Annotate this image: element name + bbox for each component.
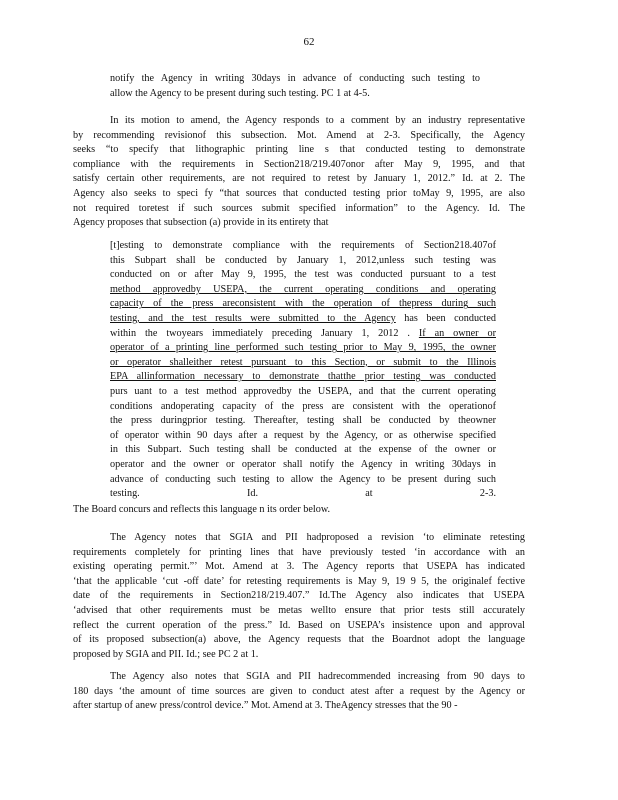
text-line: seeks “to specify that lithographic printing line s that conducted testing to demonstrate: [73, 144, 525, 156]
quote-line: conditions andoperating capacity of the press are consistent with the operationof: [110, 400, 496, 412]
paragraph-continuation: [110, 72, 480, 101]
plain-segment: has been conducted: [395, 312, 496, 324]
text-line: Agency also seeks to speci fy “that sources that conducted testing prior toMay 9, 1995, are also: [73, 187, 525, 199]
quote-line: [t]esting to demonstrate compliance with the requirements of Section218.407of: [110, 240, 496, 251]
text-line: In its motion to amend, the Agency responds to a comment by an industry representative: [110, 115, 525, 126]
text-line: requirements completely for printing lines that have previously tested ‘in accordance with an: [73, 546, 525, 558]
plain-segment: within the twoyears immediately preceding January 1, 2012 .: [110, 327, 419, 339]
paragraph-motion-to-amend: [73, 114, 525, 231]
quote-line: advance of conducting such testing to allow the Agency to be present during such: [110, 473, 496, 485]
underlined-segment: testing, and the test results were submitted to the Agency: [110, 312, 396, 324]
quote-line: conducted on or after May 9, 1995, the test was conducted pursuant to a test: [110, 269, 496, 281]
text-line: reflect the current operation of the press.” Id. Based on USEPA’s insistence upon and approval: [73, 619, 525, 631]
quote-line-underlined: or operator shalleither retest pursuant to this Section, or submit to the Illinois: [110, 356, 496, 368]
text-line: 180 days ‘the amount of time sources are given to conduct atest after a request by the Agency or: [73, 685, 525, 697]
page-number: 62: [303, 36, 315, 48]
quote-line: in this Subpart. Such testing shall be conducted at the expense of the owner or: [110, 444, 496, 456]
quote-line: testing. Id. at 2-3.: [110, 488, 496, 500]
text-line: of its proposed subsection(a) above, the Agency requests that the Boardnot adopt the language: [73, 634, 525, 646]
paragraph-sgia-pii-revision: [73, 531, 525, 662]
paragraph-board-concurs: [73, 503, 525, 518]
text-line: notify the Agency in writing 30days in advance of conducting such testing to: [110, 73, 480, 84]
text-line: The Agency notes that SGIA and PII hadproposed a revision ‘to eliminate retesting: [110, 532, 525, 543]
block-quote: [110, 239, 496, 502]
quote-line: operator and the owner or operator shall notify the Agency in writing 30days in: [110, 458, 496, 470]
text-line: existing operating permit.”’ Mot. Amend at 3. The Agency reports that USEPA has indicated: [73, 561, 525, 573]
quote-line: purs uant to a test method approvedby the USEPA, and that the current operating: [110, 385, 496, 397]
quote-line-underlined: capacity of the press areconsistent with the operation of thepress during such: [110, 298, 496, 310]
text-line: satisfy certain other requirements, are not required to retest by January 1, 2012.” Id. at 2. The: [73, 173, 525, 185]
text-line: The Agency also notes that SGIA and PII hadrecommended increasing from 90 days to: [110, 671, 525, 682]
text-line: date of the requirements in Section218/219.407.” Id.The Agency also indicates that USEPA: [73, 590, 525, 602]
text-line: after startup of anew press/control device.” Mot. Amend at 3. TheAgency stresses that the 90 -: [73, 700, 458, 712]
text-line: compliance with the requirements in Section218/219.407onor after May 9, 1995, and that: [73, 158, 525, 170]
text-line: Agency proposes that subsection (a) provide in its entirety that: [73, 217, 329, 229]
quote-line-partial-underline: [110, 312, 496, 327]
text-line: The Board concurs and reflects this language n its order below.: [73, 504, 331, 515]
text-line: ‘advised that other requirements must be metas wellto ensure that prior tests still accurately: [73, 604, 525, 616]
quote-line: the press duringprior testing. Thereafter, testing shall be conducted by theowner: [110, 415, 496, 427]
text-line: by recommending revisionof this subsection. Mot. Amend at 2-3. Specifically, the Agency: [73, 129, 525, 141]
quote-line: this Subpart shall be conducted by January 1, 2012,unless such testing was: [110, 254, 496, 266]
quote-line-underlined: method approvedby USEPA, the current operating conditions and operating: [110, 283, 496, 295]
quote-line-partial-underline: [110, 327, 496, 342]
quote-line-underlined: operator of a printing line performed such testing prior to May 9, 1995, the owner: [110, 342, 496, 354]
paragraph-90-to-180-days: [73, 670, 525, 714]
quote-line-underlined: EPA allinformation necessary to demonstrate thatthe prior testing was conducted: [110, 371, 496, 383]
text-line: proposed by SGIA and PII. Id.; see PC 2 at 1.: [73, 648, 259, 660]
text-line: allow the Agency to be present during such testing. PC 1 at 4-5.: [110, 87, 370, 99]
quote-line: of operator within 90 days after a request by the Agency, or as otherwise specified: [110, 429, 496, 441]
text-line: ‘that the applicable ‘cut -off date’ for retesting requirements is May 9, 19 9 5, the originalef fective: [73, 575, 525, 587]
text-line: not required toretest if such sources submit specified information” to the Agency. Id. The: [73, 202, 525, 214]
underlined-segment: If an owner or: [418, 327, 496, 339]
